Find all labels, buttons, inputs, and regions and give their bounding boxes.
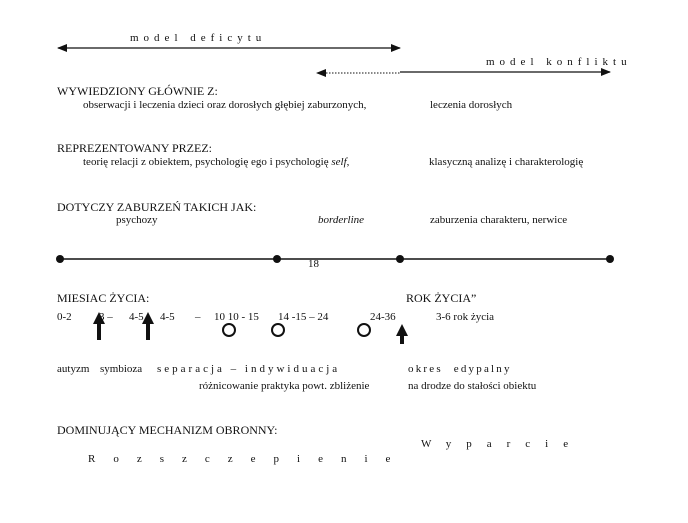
derived-left-text: obserwacji i leczenia dzieci oraz dorosłych głębiej zaburzonych, [83,99,367,111]
disorders-right-text: zaburzenia charakteru, nerwice [430,214,568,226]
defense-repression: Wyparcie [421,438,584,450]
up-arrow-24-36 [396,324,408,344]
represented-heading: REPREZENTOWANY PRZEZ: [57,141,212,155]
defense-splitting: Rozszczepienie [88,453,409,465]
circle-marker-10 [223,324,235,336]
represented-self-term: self [331,156,347,168]
circle-marker-24 [358,324,370,336]
timeline-dot-18 [273,255,281,263]
year-label: ROK ŻYCIA” [406,291,477,305]
defense-heading: DOMINUJĄCY MECHANIZM OBRONNY: [57,423,278,437]
age-4-5-a: 4-5 [129,311,144,323]
age-14-24: 14 -15 – 24 [278,311,329,323]
age-4-5-b: 4-5 [160,311,175,323]
conflict-model-label: model konfliktu [486,56,632,68]
age-24-36: 24-36 [370,311,396,323]
age-10-15: 10 10 - 15 [214,311,259,323]
phase-oedipal-text: okres edypalny [408,363,512,375]
months-label: MIESIAC ŻYCIA: [57,291,150,305]
disorders-heading: DOTYCZY ZABURZEŃ TAKICH JAK: [57,200,257,214]
timeline-dot-36 [396,255,404,263]
derived-right-text: leczenia dorosłych [430,99,513,111]
circle-marker-14 [272,324,284,336]
disorders-psychoses: psychozy [116,214,158,226]
phase-autism: autyzm [57,363,90,375]
disorders-borderline: borderline [318,214,365,226]
age-3: 3 – [99,311,113,323]
phase-symbiosis: symbioza [100,363,143,375]
age-dash: – [195,311,201,323]
phase-object-constancy: na drodze do stałości obiektu [408,380,537,392]
phase-separation-individuation: separacja – indywiduacja [157,363,341,375]
age-3-6-years: 3-6 rok życia [436,311,495,323]
age-0-2: 0-2 [57,311,72,323]
timeline-number-18: 18 [308,258,319,270]
phase-oedipal [408,364,512,375]
derived-heading: WYWIEDZIONY GŁÓWNIE Z: [57,84,218,98]
timeline-dot-start [56,255,64,263]
represented-left-text [83,157,349,168]
represented-left-prefix: teorię relacji z obiektem, psychologię ego i psychologię [83,156,332,168]
deficit-model-label: model deficytu [130,32,267,44]
timeline-dot-end [606,255,614,263]
represented-left-suffix: , [346,156,350,168]
represented-right-text: klasyczną analizę i charakterologię [429,156,584,168]
phase-subphases: różnicowanie praktyka powt. zbliżenie [199,380,370,392]
